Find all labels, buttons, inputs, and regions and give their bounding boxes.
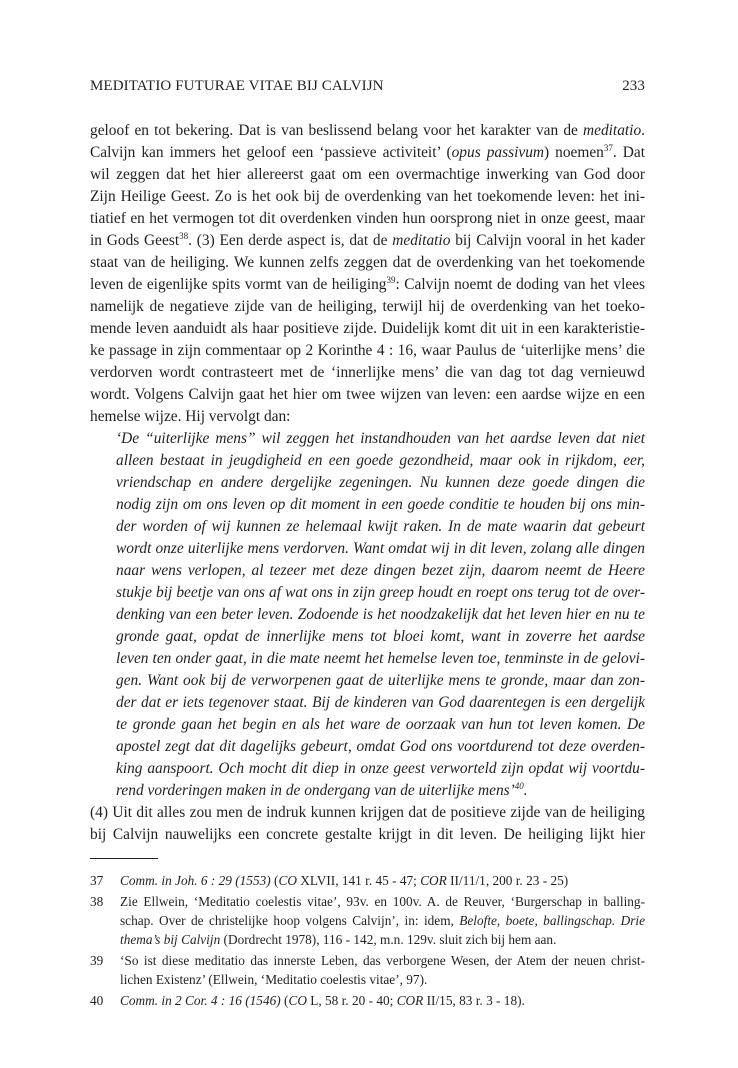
text-line: (4) Uit dit alles zou men de indruk kunnen krijgen dat de positieve zijde van de heiliging [90, 804, 645, 821]
running-header [90, 78, 645, 98]
quote-line: naar wens verlopen, al tezeer met deze dingen bezet zijn, daarom neemt de Heere [116, 562, 645, 579]
running-title: MEDITATIO FUTURAE VITAE BIJ CALVIJN [90, 78, 384, 94]
quote-line: denking van een beter leven. Zodoende is het noodzakelijk dat het leven hier en nu te [116, 606, 645, 623]
footnote-39-cont: lichen Existenz’ (Ellwein, ‘Meditatio coelestis vitae’, 97). [120, 972, 428, 987]
footnote-ref[interactable]: 39 [386, 275, 396, 285]
footnote-number: 38 [90, 894, 104, 909]
footnote-38: 38 Zie Ellwein, ‘Meditatio coelestis vitae’, 93v. en 100v. A. de Reuver, ‘Burgerschap in balling- [90, 894, 645, 909]
quote-line: der dat er iets tegenover staat. Bij de kinderen van God daarentegen is een dergelijk [116, 694, 645, 711]
quote-line: wordt onze uiterlijke mens verdorven. Want omdat wij in dit leven, zolang alle dingen [116, 540, 645, 557]
text-line: verdorven wordt contrasteert met de ‘innerlijke mens’ die van dag tot dag vernieuwd [90, 364, 645, 381]
text-line: namelijk de negatieve zijde van de heiliging, terwijl hij de overdenking van het toeko- [90, 298, 645, 315]
footnote-ref[interactable]: 40 [514, 781, 524, 791]
quote-line: vriendschap en andere dergelijke zegeningen. Nu kunnen deze goede dingen die [116, 474, 645, 491]
text-line: geloof en tot bekering. Dat is van beslissend belang voor het karakter van de meditatio. [90, 122, 645, 139]
footnote-number: 40 [90, 993, 104, 1008]
page-number: 233 [622, 78, 645, 94]
quote-line: der worden of wij kunnen ze helemaal kwijt raken. In de mate waarin dat gebeurt [116, 518, 645, 535]
quote-line: te gronde gaan het begin en als het ware de oorzaak van hun tot leven komen. De [116, 716, 645, 733]
footnote-38-cont: thema’s bij Calvijn (Dordrecht 1978), 116 - 142, m.n. 129v. sluit zich bij hem aan. [120, 932, 557, 947]
footnote-37: 37 Comm. in Joh. 6 : 29 (1553) (CO XLVII, 141 r. 45 - 47; COR II/11/1, 200 r. 23 - 25) [90, 873, 569, 888]
footnote-39: 39 ‘So ist diese meditatio das innerste Leben, das verborgene Wesen, der Atem der neuen christ- [90, 953, 645, 968]
quote-line: gronde gaat, opdat de innerlijke mens tot bloei komt, want in zoverre het aardse [116, 628, 645, 645]
quote-line: alleen bestaat in jeugdigheid en een goede gezondheid, maar ook in rijkdom, eer, [116, 452, 645, 469]
footnote-number: 39 [90, 953, 104, 968]
text-line: mende leven aanduidt als haar positieve zijde. Duidelijk komt dit uit in een karakteristie- [90, 320, 645, 337]
footnote-ref[interactable]: 37 [603, 143, 613, 153]
quote-line: ‘De “uiterlijke mens” wil zeggen het instandhouden van het aardse leven dat niet [116, 430, 645, 447]
text-line: hemelse wijze. Hij vervolgt dan: [90, 408, 291, 425]
text-line: leven de eigenlijke spits vormt van de heiliging$^{39}$: Calvijn noemt de doding van het vlees [90, 275, 645, 293]
quote-line: king aanspoort. Och mocht dit diep in onze geest verworteld zijn opdat wij voortdu- [116, 760, 645, 777]
text-line: in Gods Geest$^{38}$. (3) Een derde aspect is, dat de meditatio bij Calvijn vooral in het kader [90, 231, 646, 249]
quote-line: rend vorderingen maken in de ondergang van de uiterlijke mens’$^{40}$. [116, 781, 528, 799]
quote-line: stukje bij beetje van ons af wat ons in zijn greep houdt en roept ons terug tot de over- [116, 584, 645, 601]
text-line: tiatief en het vermogen tot dit overdenken vinden hun oorsprong niet in onze geest, maar [90, 210, 645, 227]
quote-line: gen. Want ook bij de verworpenen gaat de uiterlijke mens te gronde, maar dan zon- [116, 672, 645, 689]
text-line: ke passage in zijn commentaar op 2 Korinthe 4 : 16, waar Paulus de ‘uiterlijke mens’ die [90, 342, 645, 359]
text-line: wil zeggen dat het hier allereerst gaat om een overmachtige inwerking van God door [90, 166, 645, 183]
quote-line: apostel zegt dat dit dagelijks gebeurt, omdat God ons voortdurend tot deze overden- [116, 738, 645, 755]
footnote-ref[interactable]: 38 [179, 231, 189, 241]
footnote-number: 37 [90, 873, 104, 888]
quote-line: nodig zijn om ons leven op dit moment in een goede conditie te houden bij ons min- [116, 496, 645, 513]
footnote-40: 40 Comm. in 2 Cor. 4 : 16 (1546) (CO L, 58 r. 20 - 40; COR II/15, 83 r. 3 - 18). [90, 993, 525, 1008]
footnote-divider [90, 858, 158, 859]
text-line: bij Calvijn nauwelijks een concrete gestalte krijgt in dit leven. De heiliging lijkt hier [90, 826, 645, 843]
text-line: wordt. Volgens Calvijn gaat het hier om twee wijzen van leven: een aardse wijze en een [90, 386, 645, 403]
quote-line: leven ten onder gaat, in die mate neemt het hemelse leven toe, tenminste in de gelovi- [116, 650, 645, 667]
footnote-38-cont: schap. Over de christelijke hoop volgens Calvijn’, in: idem, Belofte, boete, ballingschap. Drie [120, 913, 645, 928]
text-line: Zijn Heilige Geest. Zo is het ook bij de overdenking van het toekomende leven: het ini- [90, 188, 645, 205]
text-line: Calvijn kan immers het geloof een ‘passieve activiteit’ (opus passivum) noemen$^{37}$. Dat [90, 143, 645, 161]
text-line: staat van de heiliging. We kunnen zelfs zeggen dat de overdenking van het toekomende [90, 254, 645, 271]
